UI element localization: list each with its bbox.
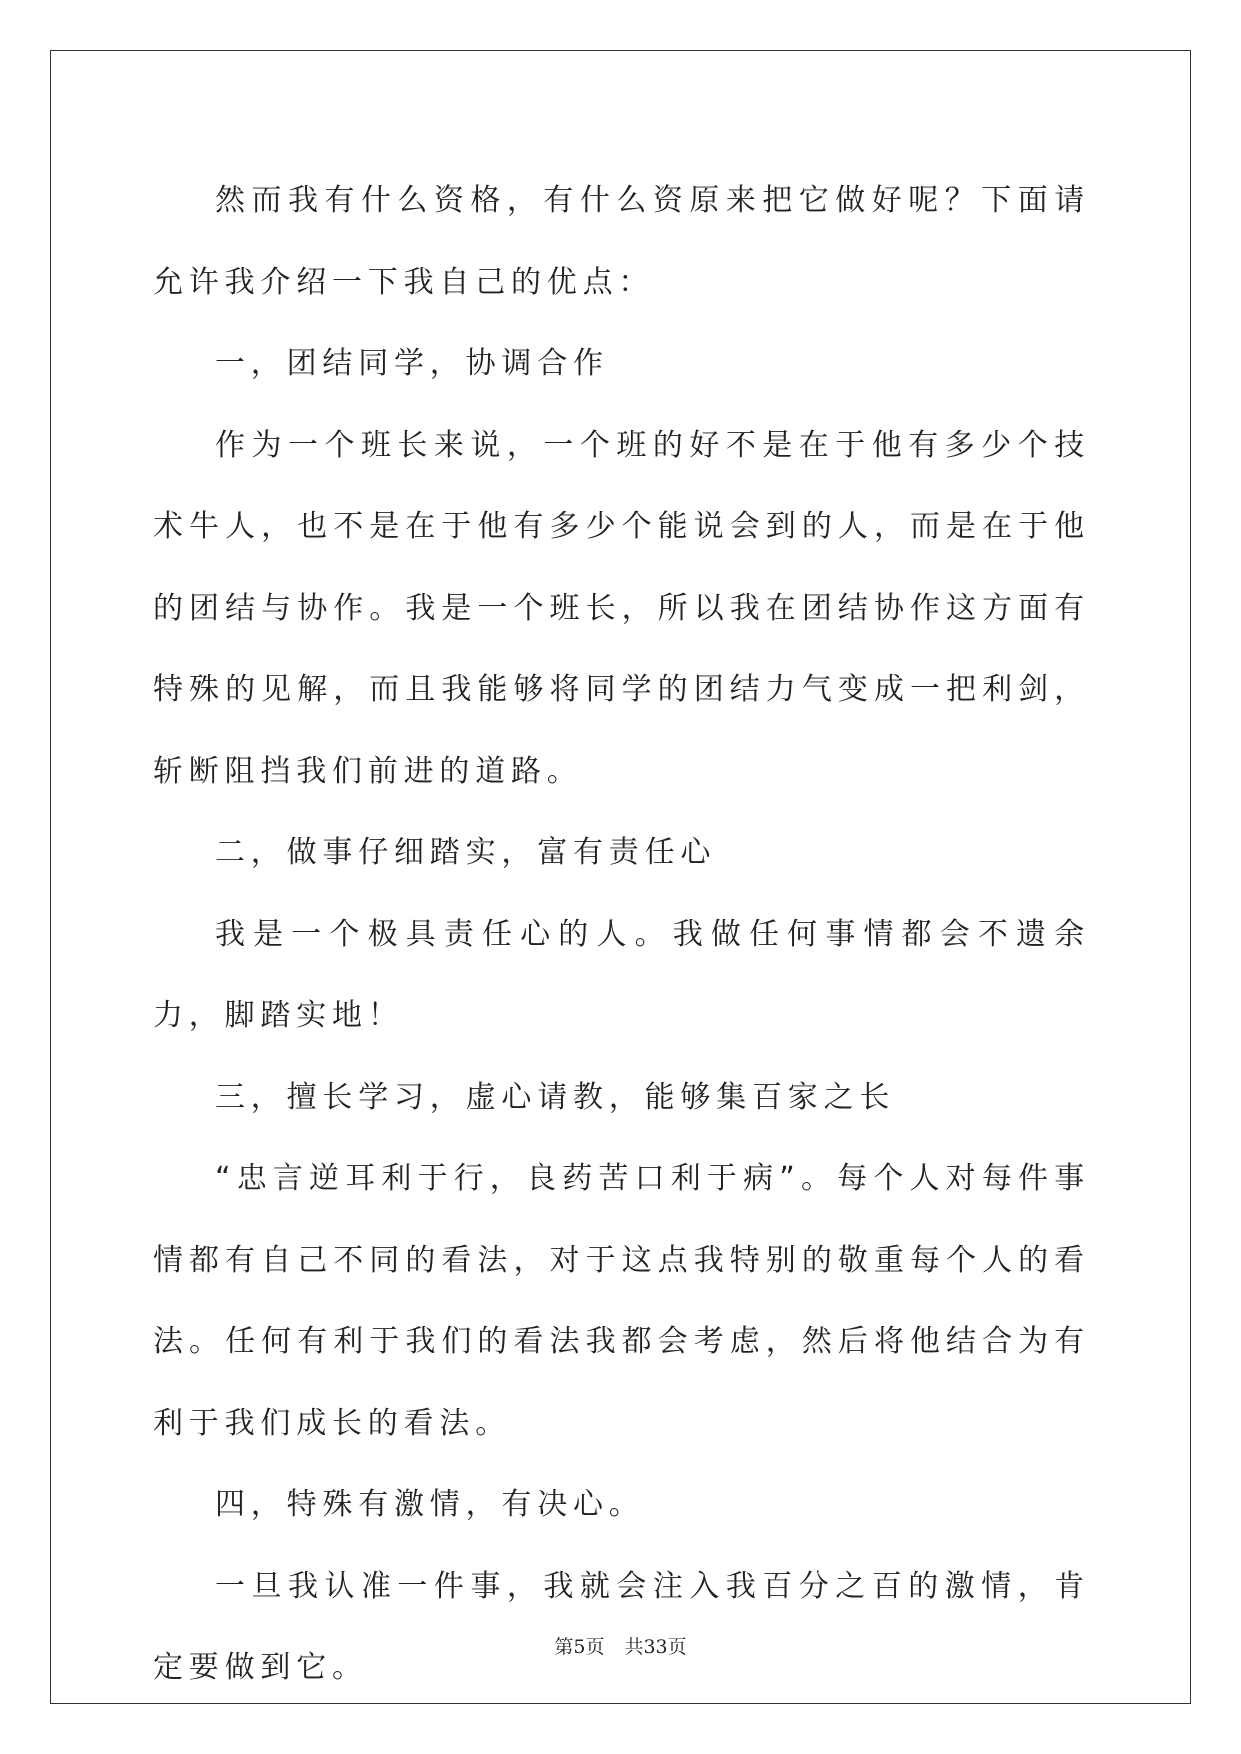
heading-point-1: 一，团结同学，协调合作 — [215, 346, 609, 381]
paragraph-intro: 然而我有什么资格，有什么资原来把它做好呢？下面请允许我介绍一下我自己的优点： — [153, 183, 1090, 300]
paragraph-point-4: 一旦我认准一件事，我就会注入我百分之百的激情，肯定要做到它。 — [153, 1568, 1090, 1685]
heading-point-4: 四，特殊有激情，有决心。 — [215, 1487, 645, 1522]
page-footer — [0, 1632, 1241, 1659]
heading-point-2: 二，做事仔细踏实，富有责任心 — [215, 835, 717, 870]
heading-point-3: 三，擅长学习，虚心请教，能够集百家之长 — [215, 1079, 896, 1115]
paragraph-point-2: 我是一个极具责任心的人。我做任何事情都会不遗余力，脚踏实地！ — [153, 916, 1090, 1033]
paragraph-point-1: 作为一个班长来说，一个班的好不是在于他有多少个技术牛人，也不是在于他有多少个能说会到的人，而是在于他的团结与协作。我是一个班长，所以我在团结协作这方面有特殊的见解，而且我能够将同学的团结力气变成一把利剑，斩断阻挡我们前进的道路。 — [153, 427, 1090, 789]
page-total: 共33页 — [624, 1636, 687, 1658]
page-number: 第5页 — [554, 1636, 605, 1658]
document-body — [153, 160, 1090, 1709]
paragraph-point-3: “忠言逆耳利于行，良药苦口利于病”。每个人对每件事情都有自己不同的看法，对于这点我特别的敬重每个人的看法。任何有利于我们的看法我都会考虑，然后将他结合为有利于我们成长的看法。 — [153, 1161, 1090, 1441]
